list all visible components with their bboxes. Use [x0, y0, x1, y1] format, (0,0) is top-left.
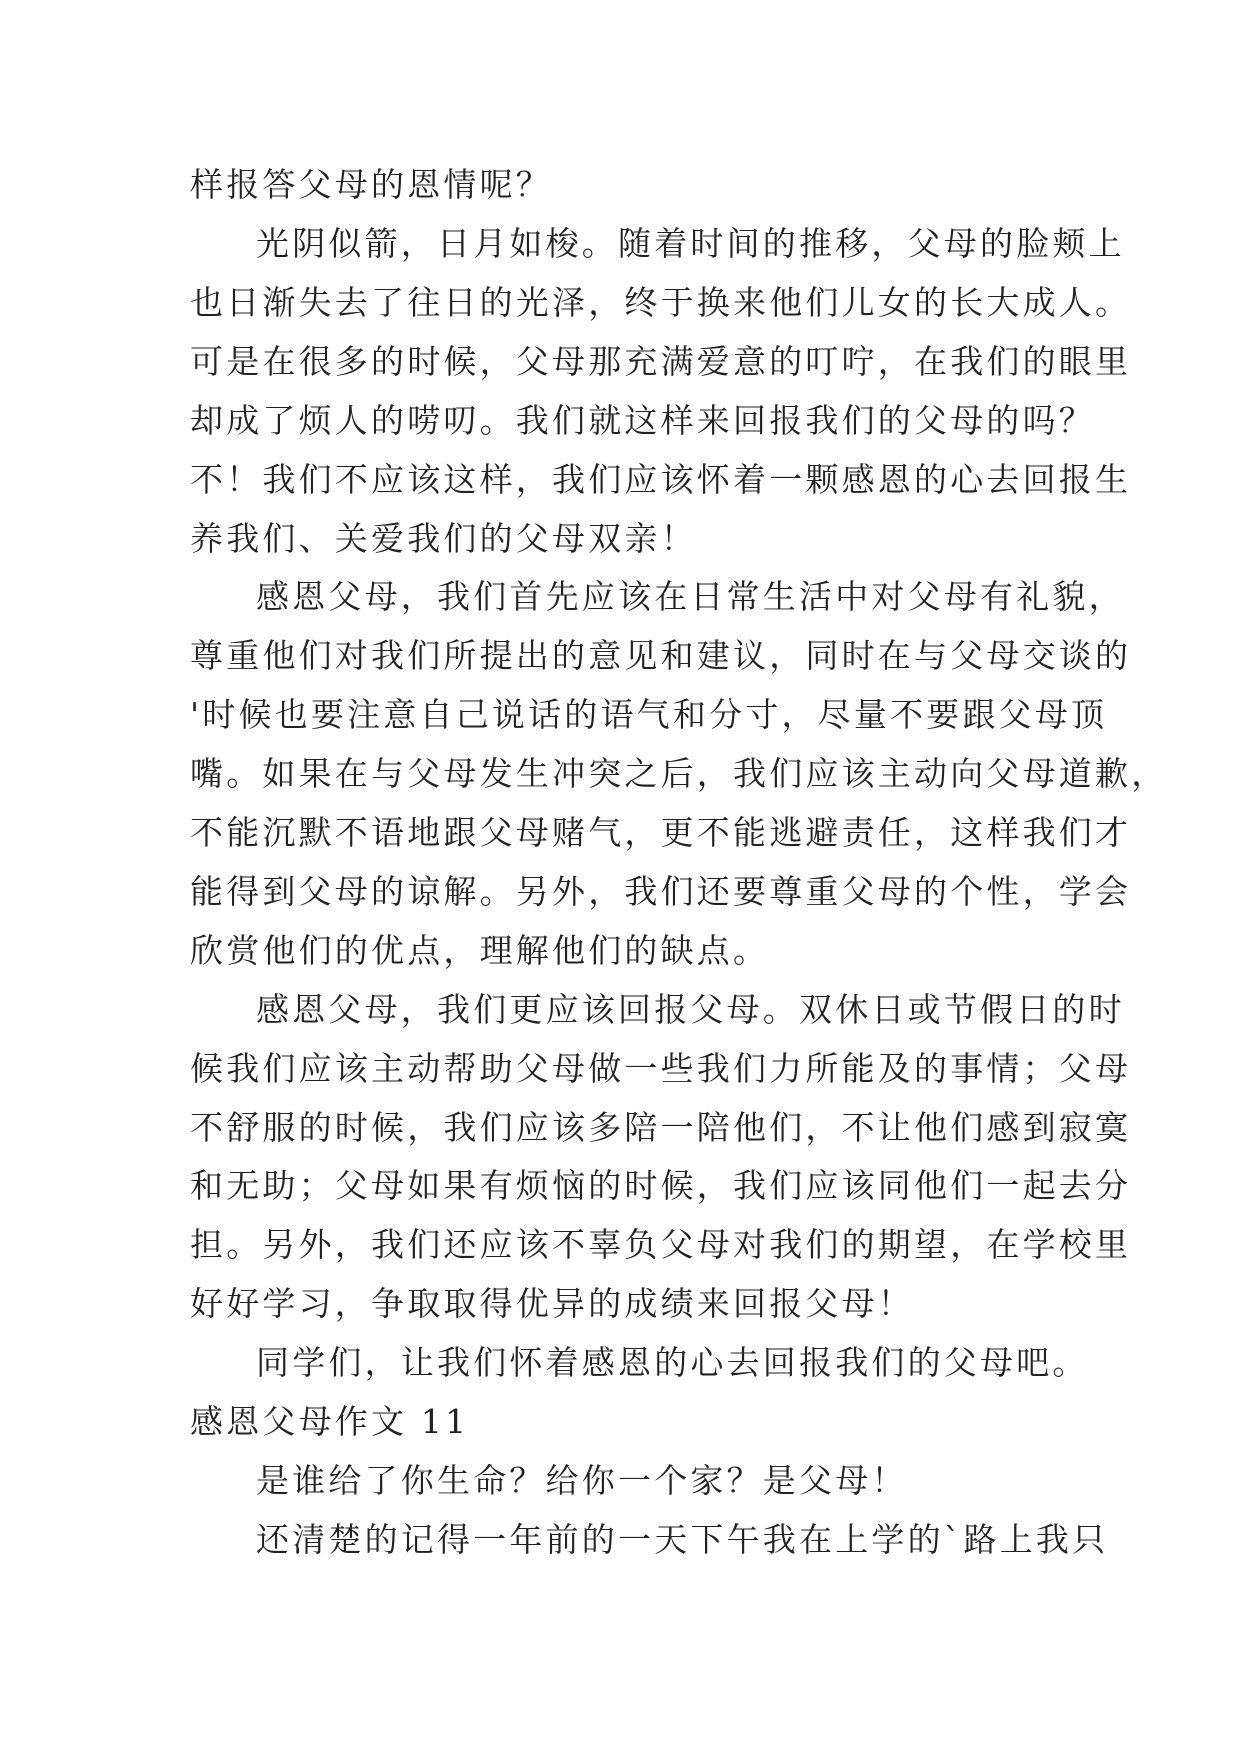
text-line: 担。另外，我们还应该不辜负父母对我们的期望，在学校里 — [190, 1225, 1132, 1264]
text-line: 不舒服的时候，我们应该多陪一陪他们，不让他们感到寂寞 — [190, 1108, 1132, 1147]
text-line: 不！我们不应该这样，我们应该怀着一颗感恩的心去回报生 — [190, 460, 1132, 499]
text-line: 候我们应该主动帮助父母做一些我们力所能及的事情；父母 — [190, 1049, 1132, 1088]
text-line: 不能沉默不语地跟父母赌气，更不能逃避责任，这样我们才 — [190, 813, 1132, 852]
text-line: 尊重他们对我们所提出的意见和建议，同时在与父母交谈的 — [190, 636, 1132, 675]
paragraph-start-line: 感恩父母，我们首先应该在日常生活中对父母有礼貌， — [256, 577, 1125, 616]
text-line: 却成了烦人的唠叨。我们就这样来回报我们的父母的吗？ — [190, 401, 1095, 440]
text-line: 样报答父母的恩情呢？ — [190, 165, 552, 204]
paragraph-start-line: 光阴似箭，日月如梭。随着时间的推移，父母的脸颊上 — [256, 224, 1125, 263]
text-line: 养我们、关爱我们的父母双亲！ — [190, 519, 697, 558]
section-heading: 感恩父母作文 11 — [190, 1402, 470, 1441]
paragraph-start-line: 还清楚的记得一年前的一天下午我在上学的`路上我只 — [256, 1520, 1109, 1559]
text-line: 能得到父母的谅解。另外，我们还要尊重父母的个性，学会 — [190, 872, 1132, 911]
text-line: 欣赏他们的优点，理解他们的缺点。 — [190, 931, 770, 970]
paragraph-start-line: 是谁给了你生命？给你一个家？是父母！ — [256, 1461, 908, 1500]
text-line: 可是在很多的时候，父母那充满爱意的叮咛，在我们的眼里 — [190, 342, 1132, 381]
text-line: 也日渐失去了往日的光泽，终于换来他们儿女的长大成人。 — [190, 283, 1132, 322]
text-line: '时候也要注意自己说话的语气和分寸，尽量不要跟父母顶 — [190, 695, 1108, 734]
text-line: 和无助；父母如果有烦恼的时候，我们应该同他们一起去分 — [190, 1166, 1132, 1205]
text-line: 好好学习，争取取得优异的成绩来回报父母！ — [190, 1284, 914, 1323]
paragraph-start-line: 感恩父母，我们更应该回报父母。双休日或节假日的时 — [256, 990, 1125, 1029]
paragraph-start-line: 同学们，让我们怀着感恩的心去回报我们的父母吧。 — [256, 1343, 1089, 1382]
text-line: 嘴。如果在与父母发生冲突之后，我们应该主动向父母道歉， — [190, 754, 1168, 793]
